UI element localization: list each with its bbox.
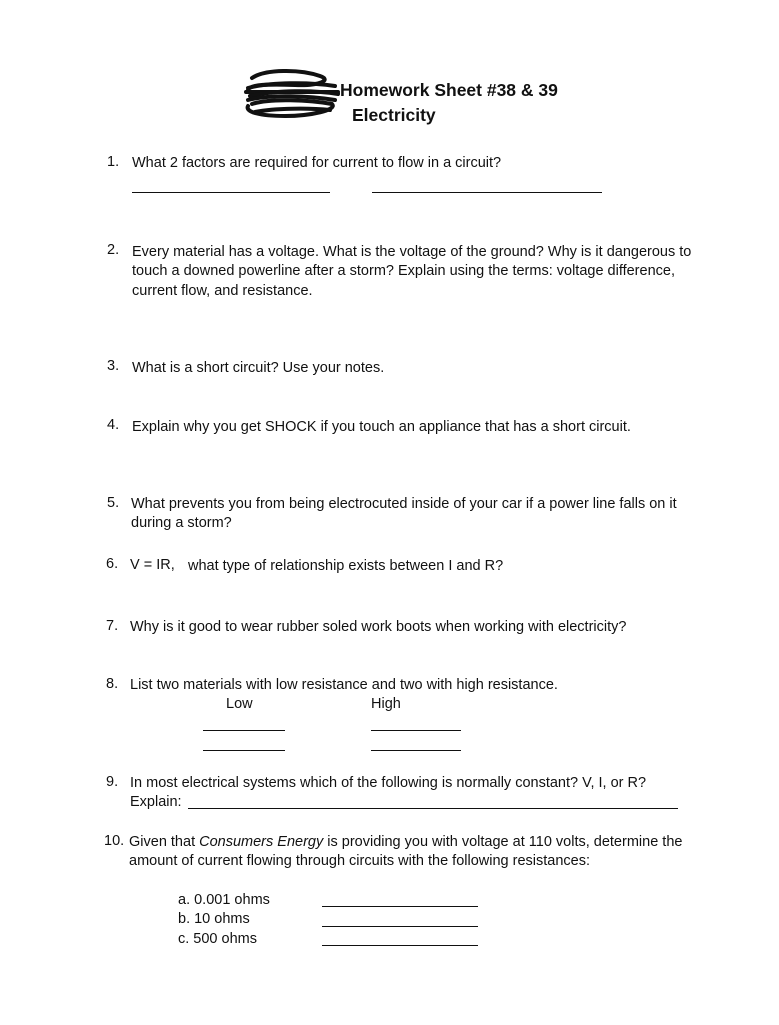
question-1-number: 1. [107,154,120,170]
question-6-number: 6. [106,556,119,572]
question-10-post: is providing you with voltage at 110 volts, determine the [323,834,683,850]
resistance-item-b: b. 10 ohms [178,911,250,927]
question-10-number: 10. [104,833,125,849]
low-answer-line-1[interactable] [203,730,285,731]
worksheet-title: Homework Sheet #38 & 39 [340,80,558,100]
answer-line-b[interactable] [322,926,478,927]
question-8-number: 8. [106,676,119,692]
worksheet-subtitle: Electricity [352,105,436,125]
low-column-label: Low [226,696,253,712]
question-6-equation: V = IR, [130,557,175,573]
question-2-number: 2. [107,242,120,258]
question-9-number: 9. [106,774,119,790]
high-column-label: High [371,696,401,712]
high-answer-line-1[interactable] [371,730,461,731]
question-4-text: Explain why you get SHOCK if you touch an appliance that has a short circuit. [132,419,631,435]
question-5-number: 5. [107,495,120,511]
question-7-text: Why is it good to wear rubber soled work boots when working with electricity? [130,619,627,635]
question-4-number: 4. [107,417,120,433]
question-2-line-1: Every material has a voltage. What is the voltage of the ground? Why is it dangerous to [132,244,692,260]
question-3-text: What is a short circuit? Use your notes. [132,360,385,376]
question-10-line-2: amount of current flowing through circuits with the following resistances: [129,853,590,869]
question-5-line-2: during a storm? [131,515,232,531]
answer-line-c[interactable] [322,945,478,946]
high-answer-line-2[interactable] [371,750,461,751]
question-1-text: What 2 factors are required for current to flow in a circuit? [132,155,502,171]
answer-line-1b[interactable] [372,192,602,193]
question-7-number: 7. [106,618,119,634]
question-10-pre: Given that [129,834,200,850]
resistance-item-a: a. 0.001 ohms [178,892,270,908]
question-6-text: what type of relationship exists between I and R? [188,558,504,574]
explain-answer-line[interactable] [188,808,678,809]
question-9-text: In most electrical systems which of the following is normally constant? V, I, or R? [130,775,647,791]
question-2-line-2: touch a downed powerline after a storm? Explain using the terms: voltage difference, [132,263,675,279]
low-answer-line-2[interactable] [203,750,285,751]
question-10-company: Consumers Energy [199,834,324,850]
answer-line-1a[interactable] [132,192,330,193]
question-2-line-3: current flow, and resistance. [132,283,313,299]
question-10-line-1 [129,833,682,853]
question-3-number: 3. [107,358,120,374]
resistance-item-c: c. 500 ohms [178,931,257,947]
question-8-text: List two materials with low resistance and two with high resistance. [130,677,558,693]
scribble-mark [240,64,345,124]
answer-line-a[interactable] [322,906,478,907]
question-5-line-1: What prevents you from being electrocuted inside of your car if a power line falls on it [131,496,677,512]
question-9-explain-label: Explain: [130,794,182,810]
